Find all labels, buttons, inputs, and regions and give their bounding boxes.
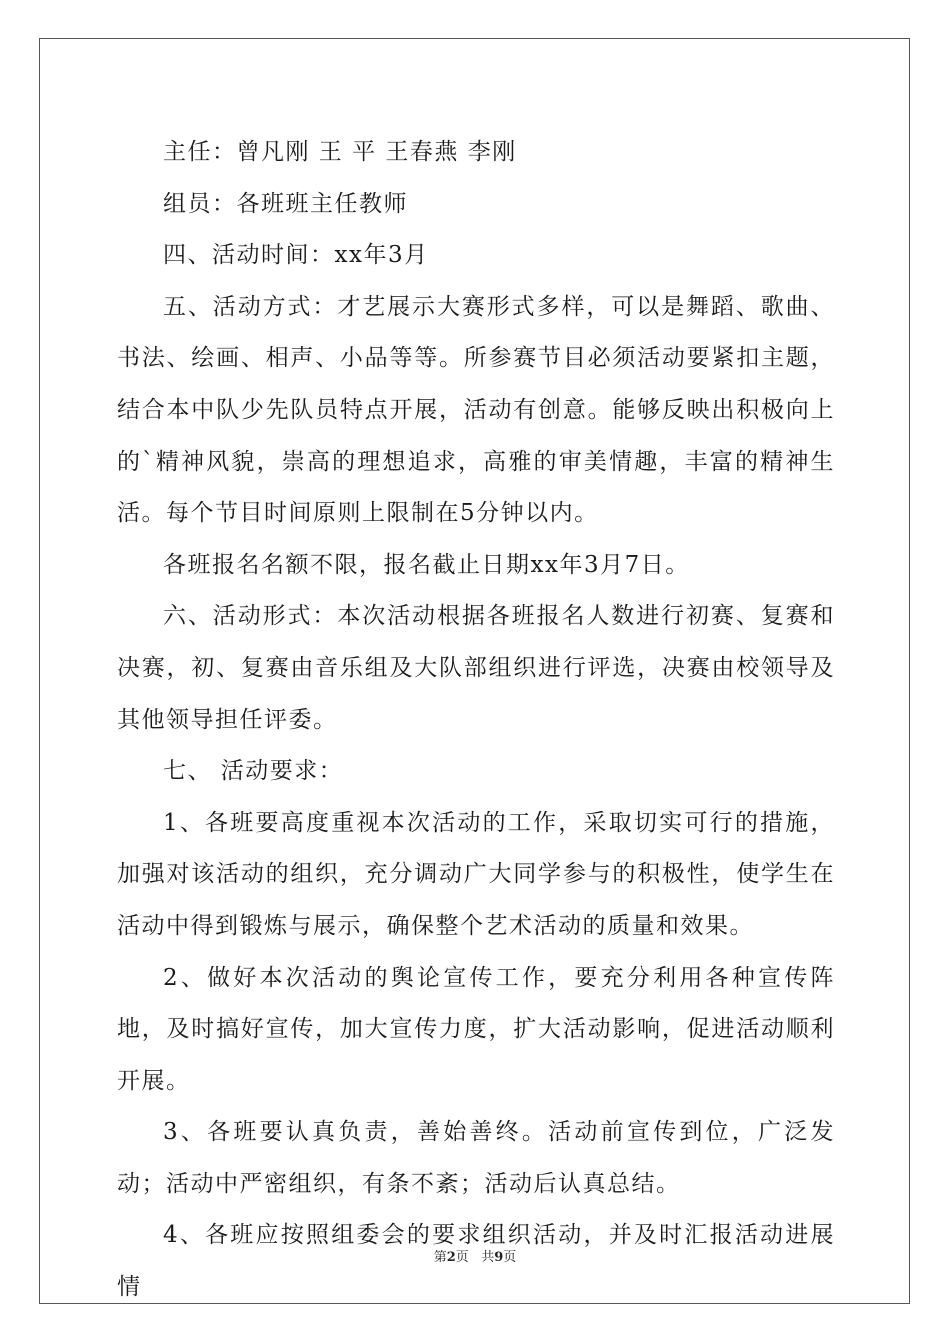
page-suffix: 页 [455, 1250, 469, 1265]
page-prefix: 第 [433, 1250, 447, 1265]
paragraph-registration: 各班报名名额不限，报名截止日期xx年3月7日。 [163, 551, 690, 578]
page-number: 2 [446, 1250, 456, 1265]
total-suffix: 页 [503, 1250, 517, 1265]
paragraph-requirements-heading: 七、 活动要求： [163, 758, 344, 785]
paragraph-committee-director: 主任：曾凡刚 王 平 王春燕 李刚 [163, 139, 517, 165]
paragraph-committee-members: 组员：各班班主任教师 [163, 190, 408, 217]
paragraph-activity-form: 六、活动形式：本次活动根据各班报名人数进行初赛、复赛和决赛，初、复赛由音乐组及大队部组织进行评选，决赛由校领导及其他领导担任评委。 [117, 603, 835, 733]
paragraph-requirement-1: 1、各班要高度重视本次活动的工作，采取切实可行的措施，加强对该活动的组织，充分调动广大同学参与的积极性，使学生在活动中得到锻炼与展示，确保整个艺术活动的质量和效果。 [117, 809, 835, 939]
document-body [117, 127, 835, 1314]
paragraph-requirement-3: 3、各班要认真负责，善始善终。活动前宣传到位，广泛发动；活动中严密组织，有条不紊；活动后认真总结。 [117, 1119, 835, 1197]
paragraph-requirement-2: 2、做好本次活动的舆论宣传工作，要充分利用各种宣传阵地，及时搞好宣传，加大宣传力度，扩大活动影响，促进活动顺利开展。 [117, 964, 835, 1094]
paragraph-activity-time: 四、活动时间：xx年3月 [163, 242, 429, 269]
total-pages: 9 [494, 1250, 504, 1265]
paragraph-activity-method: 五、活动方式：才艺展示大赛形式多样，可以是舞蹈、歌曲、书法、绘画、相声、小品等等。所参赛节目必须活动要紧扣主题，结合本中队少先队员特点开展，活动有创意。能够反映出积极向上的`精神风貌，崇高的理想追求，高雅的审美情趣，丰富的精神生活。每个节目时间原则上限制在5分钟以内。 [117, 293, 835, 527]
paragraph-requirement-4: 4、各班应按照组委会的要求组织活动，并及时汇报活动进展情 [117, 1222, 835, 1301]
page-footer [0, 1246, 950, 1265]
total-prefix: 共 [481, 1250, 495, 1265]
